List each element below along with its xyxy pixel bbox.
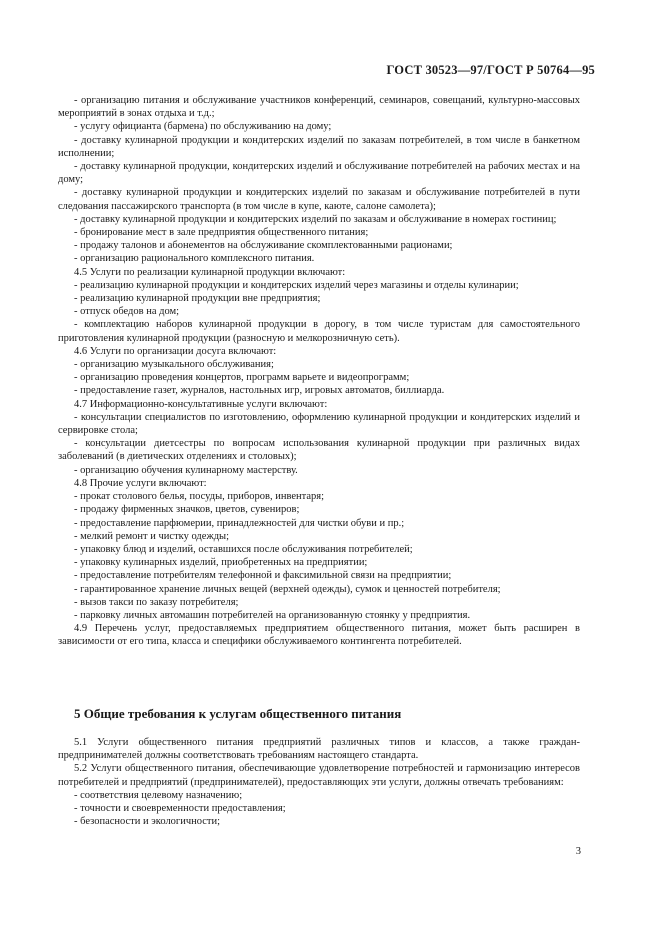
- paragraph: - гарантированное хранение личных вещей (верхней одежды), сумок и ценностей потребителя;: [74, 583, 501, 595]
- paragraph: - продажу талонов и абонементов на обслуживание скомплектованными рационами;: [74, 240, 453, 252]
- paragraph: - предоставление газет, журналов, настольных игр, игровых автоматов, биллиарда.: [74, 385, 445, 397]
- paragraph: - реализацию кулинарной продукции вне предприятия;: [74, 293, 321, 305]
- paragraph: - упаковку блюд и изделий, оставшихся после обслуживания потребителей;: [74, 543, 413, 555]
- paragraph: - безопасности и экологичности;: [74, 816, 221, 828]
- paragraph: - организацию питания и обслуживание участников конференций, семинаров, совещаний, культурно-массовых мероприятий в зонах отдыха и т.д.;: [58, 95, 580, 120]
- section-body: [58, 736, 580, 828]
- paragraph: - комплектацию наборов кулинарной продукции в дорогу, в том числе туристам для самостоятельного приготовления кулинарной продукции (разносную и мелкорозничную сеть).: [58, 319, 580, 344]
- paragraph: 4.8 Прочие услуги включают:: [74, 477, 207, 489]
- paragraph: - прокат столового белья, посуды, приборов, инвентаря;: [74, 491, 324, 503]
- paragraph: - консультации диетсестры по вопросам использования кулинарной продукции при различных видах заболеваний (в диетических отделениях и столовых);: [58, 438, 580, 463]
- paragraph: - бронирование мест в зале предприятия общественного питания;: [74, 227, 369, 239]
- paragraph: - отпуск обедов на дом;: [74, 306, 180, 318]
- paragraph: - доставку кулинарной продукции, кондитерских изделий и обслуживание потребителей на рабочих местах и на дому;: [58, 161, 580, 186]
- paragraph: 4.6 Услуги по организации досуга включают:: [74, 345, 277, 357]
- paragraph: - доставку кулинарной продукции и кондитерских изделий по заказам и обслуживание в номерах гостиниц;: [74, 213, 557, 225]
- paragraph: - организацию проведения концертов, программ варьете и видеопрограмм;: [74, 372, 410, 384]
- paragraph: - парковку личных автомашин потребителей на организованную стоянку у предприятия.: [74, 609, 471, 621]
- page-number: 3: [575, 846, 581, 857]
- paragraph: - предоставление потребителям телефонной и факсимильной связи на предприятии;: [74, 570, 452, 582]
- paragraph: 4.7 Информационно-консультативные услуги включают:: [74, 398, 328, 410]
- paragraph: - организацию обучения кулинарному мастерству.: [74, 464, 298, 476]
- paragraph: - доставку кулинарной продукции и кондитерских изделий по заказам потребителей, в том числе в банкетном исполнении;: [58, 134, 580, 159]
- paragraph: 5.2 Услуги общественного питания, обеспечивающие удовлетворение потребностей и гармонизацию интересов потребителей и предприятий (предпринимателей), предоставляющих эти услуги, должны отвечать требованиям:: [58, 763, 580, 788]
- paragraph: - вызов такси по заказу потребителя;: [74, 596, 239, 608]
- paragraph: - предоставление парфюмерии, принадлежностей для чистки обуви и пр.;: [74, 517, 405, 529]
- paragraph: - продажу фирменных значков, цветов, сувениров;: [74, 504, 300, 516]
- document-header: ГОСТ 30523—97/ГОСТ Р 50764—95: [386, 63, 595, 77]
- paragraph: - упаковку кулинарных изделий, приобретенных на предприятии;: [74, 557, 368, 569]
- paragraph: - организацию музыкального обслуживания;: [74, 359, 274, 371]
- paragraph: - точности и своевременности предоставления;: [74, 803, 286, 815]
- section-heading: 5 Общие требования к услугам общественного питания: [74, 706, 402, 721]
- paragraph: - консультации специалистов по изготовлению, оформлению кулинарной продукции и кондитерских изделий и сервировке стола;: [58, 411, 580, 437]
- paragraph: - реализацию кулинарной продукции и кондитерских изделий через магазины и отделы кулинарии;: [74, 279, 519, 291]
- paragraph: - доставку кулинарной продукции и кондитерских изделий по заказам и обслуживание потребителей в пути следования пассажирского транспорта (в том числе в купе, каюте, салоне самолета);: [58, 187, 580, 212]
- paragraph: 4.5 Услуги по реализации кулинарной продукции включают:: [74, 266, 346, 278]
- paragraph: - соответствия целевому назначению;: [74, 789, 243, 801]
- paragraph: - организацию рационального комплексного питания.: [74, 253, 315, 265]
- body-text: [58, 94, 580, 649]
- paragraph: 4.9 Перечень услуг, предоставляемых предприятием общественного питания, может быть расширен в зависимости от его типа, класса и специфики обслуживаемого контингента потребителей.: [58, 623, 580, 648]
- paragraph: - услугу официанта (бармена) по обслуживанию на дому;: [74, 121, 332, 133]
- paragraph: 5.1 Услуги общественного питания предприятий различных типов и классов, а также граждан-предпринимателей должны соответствовать требованиям настоящего стандарта.: [58, 737, 580, 762]
- paragraph: - мелкий ремонт и чистку одежды;: [74, 530, 230, 542]
